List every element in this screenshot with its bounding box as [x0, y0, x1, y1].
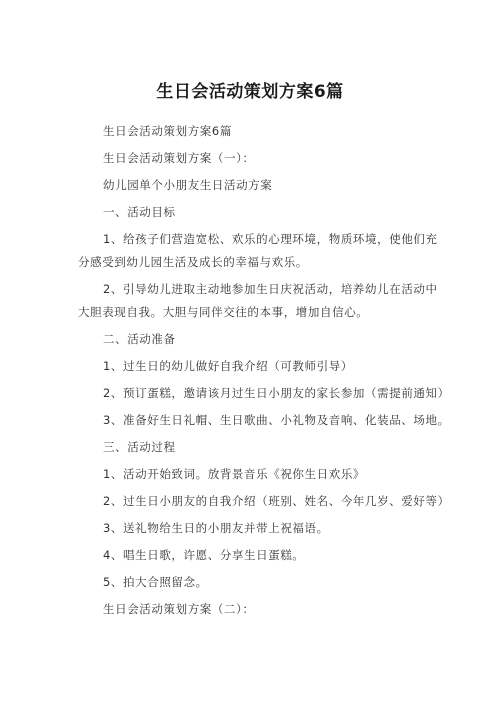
heading-preparation: 二、活动准备	[103, 332, 176, 346]
process-item-4: 4、唱生日歌，许愿、分享生日蛋糕。	[103, 548, 305, 562]
plan-subtitle: 幼儿园单个小朋友生日活动方案	[103, 178, 273, 192]
prep-item-2: 2、预订蛋糕，邀请该月过生日小朋友的家长参加（需提前通知）	[103, 386, 450, 400]
goal-1-line-2: 分感受到幼儿园生活及成长的幸福与欢乐。	[78, 255, 308, 269]
process-item-5: 5、拍大合照留念。	[103, 575, 208, 589]
process-item-3: 3、送礼物给生日的小朋友并带上祝福语。	[103, 521, 329, 535]
goal-2-line-1: 2、引导幼儿进取主动地参加生日庆祝活动，培养幼儿在活动中	[103, 282, 438, 296]
heading-goals: 一、活动目标	[103, 205, 176, 219]
section-heading-two: 生日会活动策划方案（二）：	[103, 602, 255, 616]
page-title: 生日会活动策划方案6篇	[156, 82, 344, 102]
goal-2-line-2: 大胆表现自我。大胆与同伴交往的本事，增加自信心。	[78, 305, 369, 319]
process-item-2: 2、过生日小朋友的自我介绍（班别、姓名、今年几岁、爱好等）	[103, 494, 450, 508]
goal-1-line-1: 1、给孩子们营造宽松、欢乐的心理环境，物质环境，使他们充	[103, 232, 438, 246]
doc-heading-line: 生日会活动策划方案6篇	[103, 124, 232, 138]
process-item-1: 1、活动开始致词。放背景音乐《祝你生日欢乐》	[103, 467, 366, 481]
heading-process: 三、活动过程	[103, 440, 176, 454]
prep-item-3: 3、准备好生日礼帽、生日歌曲、小礼物及音响、化装品、场地。	[103, 413, 450, 427]
section-heading-one: 生日会活动策划方案（一）：	[103, 151, 255, 165]
prep-item-1: 1、过生日的幼儿做好自我介绍（可教师引导）	[103, 359, 353, 373]
